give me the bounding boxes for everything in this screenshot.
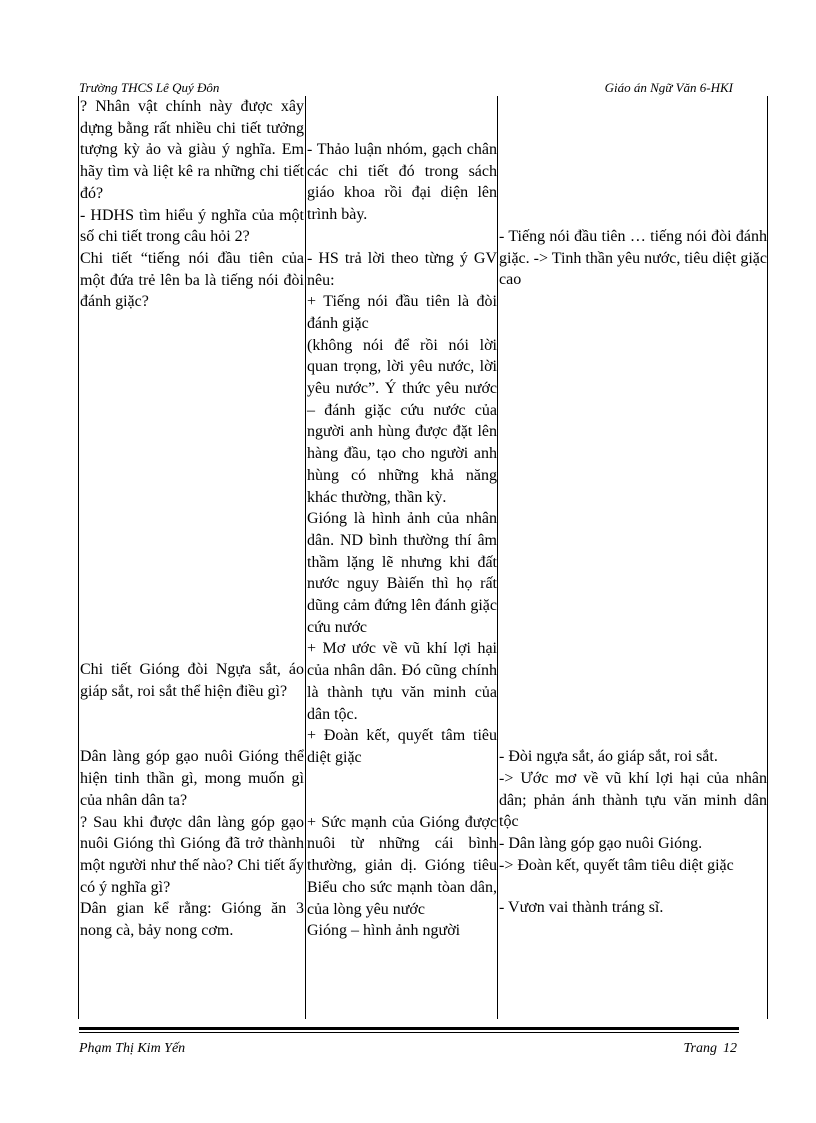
weapon-dream: + Mơ ước về vũ khí lợi hại của nhân dân. Đó cũng chính là thành tựu văn minh của dân tộc. xyxy=(307,640,497,723)
question-first-words: Chi tiết “tiếng nói đầu tiên của một đứa trẻ lên ba là tiếng nói đòi đánh giặc? xyxy=(80,249,304,311)
page-header xyxy=(79,80,733,96)
villagers-rice: - Dân làng góp gạo nuôi Gióng. xyxy=(499,834,703,852)
solidarity: + Đoàn kết, quyết tâm tiêu diệt giặc xyxy=(307,727,497,766)
patriotism-explanation: (không nói để rồi nói lời quan trọng, lời yêu nước, lời yêu nước”. Ý thức yêu nước – đánh giặc cứu nước của người anh hùng được đặt lên hàng đầu, tạo cho người anh hùng có những khả năng khác thường, thần kỳ. xyxy=(307,336,497,506)
teacher-activity-column xyxy=(79,96,304,1019)
footer-rule xyxy=(79,1027,739,1030)
lesson-table xyxy=(78,96,768,1019)
footer-rule-thin xyxy=(79,1032,739,1033)
page-indicator xyxy=(678,1041,737,1057)
question-iron-horse: Chi tiết Gióng đòi Ngựa sắt, áo giáp sắt, roi sắt thể hiện điều gì? xyxy=(80,661,304,700)
page-footer xyxy=(79,1041,737,1059)
question-growth: ? Sau khi được dân làng góp gạo nuôi Gióng thì Gióng đã trở thành một người như thế nào? Chi tiết ấy có ý nghĩa gì? xyxy=(80,813,304,896)
iron-equipment: - Đòi ngựa sắt, áo giáp sắt, roi sắt. xyxy=(499,748,718,766)
subject-title: Giáo án Ngữ Văn 6-HKI xyxy=(604,80,733,95)
weapon-dream-summary: -> Ước mơ về vũ khí lợi hại của nhân dân; phản ánh thành tựu văn minh dân tộc xyxy=(499,769,767,831)
page-label: Trang xyxy=(683,1041,717,1056)
first-words-answer: + Tiếng nói đầu tiên là đòi đánh giặc xyxy=(307,293,497,332)
folk-telling: Dân gian kể rằng: Gióng ăn 3 nong cà, bảy nong cơm. xyxy=(80,900,304,940)
warrior-growth: - Vươn vai thành tráng sĩ. xyxy=(499,899,664,917)
school-name: Trường THCS Lê Quý Đôn xyxy=(79,80,220,95)
giong-people-image: Gióng là hình ảnh của nhân dân. ND bình thường thí âm thầm lặng lẽ nhưng khi đất nước nguy Bàiến thì họ rất dũng cảm đứng lên đánh giặc cứu nước xyxy=(307,510,497,636)
student-answer: - HS trả lời theo từng ý GV nêu: xyxy=(307,249,497,289)
question-villagers-rice: Dân làng góp gạo nuôi Gióng thể hiện tinh thần gì, mong muốn gì của nhân dân ta? xyxy=(80,748,304,809)
giong-strength: + Sức mạnh của Gióng được nuôi từ những cái bình thường, giản dị. Gióng tiêu Biểu cho sức mạnh tòan dân, của lòng yêu nước xyxy=(307,813,497,918)
question-details: ? Nhân vật chính này được xây dựng bằng rất nhiều chi tiết tưởng tượng kỳ ảo và giàu ý nghĩa. Em hãy tìm và liệt kê ra những chi tiết đó? xyxy=(80,98,304,202)
group-discussion: - Thảo luận nhóm, gạch chân các chi tiết đó trong sách giáo khoa rồi đại diện lên trình bày. xyxy=(307,141,497,224)
page-number: 12 xyxy=(723,1041,737,1056)
student-activity-column xyxy=(305,96,497,1019)
first-words-summary: - Tiếng nói đầu tiên … tiếng nói đòi đánh giặc. -> Tinh thần yêu nước, tiêu diệt giặc cao xyxy=(499,228,767,289)
giong-image-continued: Gióng – hình ảnh người xyxy=(307,922,461,940)
guide-meaning: - HDHS tìm hiểu ý nghĩa của một số chi tiết trong câu hỏi 2? xyxy=(80,206,304,246)
solidarity-summary: -> Đoàn kết, quyết tâm tiêu diệt giặc xyxy=(499,856,734,874)
author-name: Phạm Thị Kim Yến xyxy=(79,1041,186,1056)
content-column xyxy=(497,96,767,1019)
